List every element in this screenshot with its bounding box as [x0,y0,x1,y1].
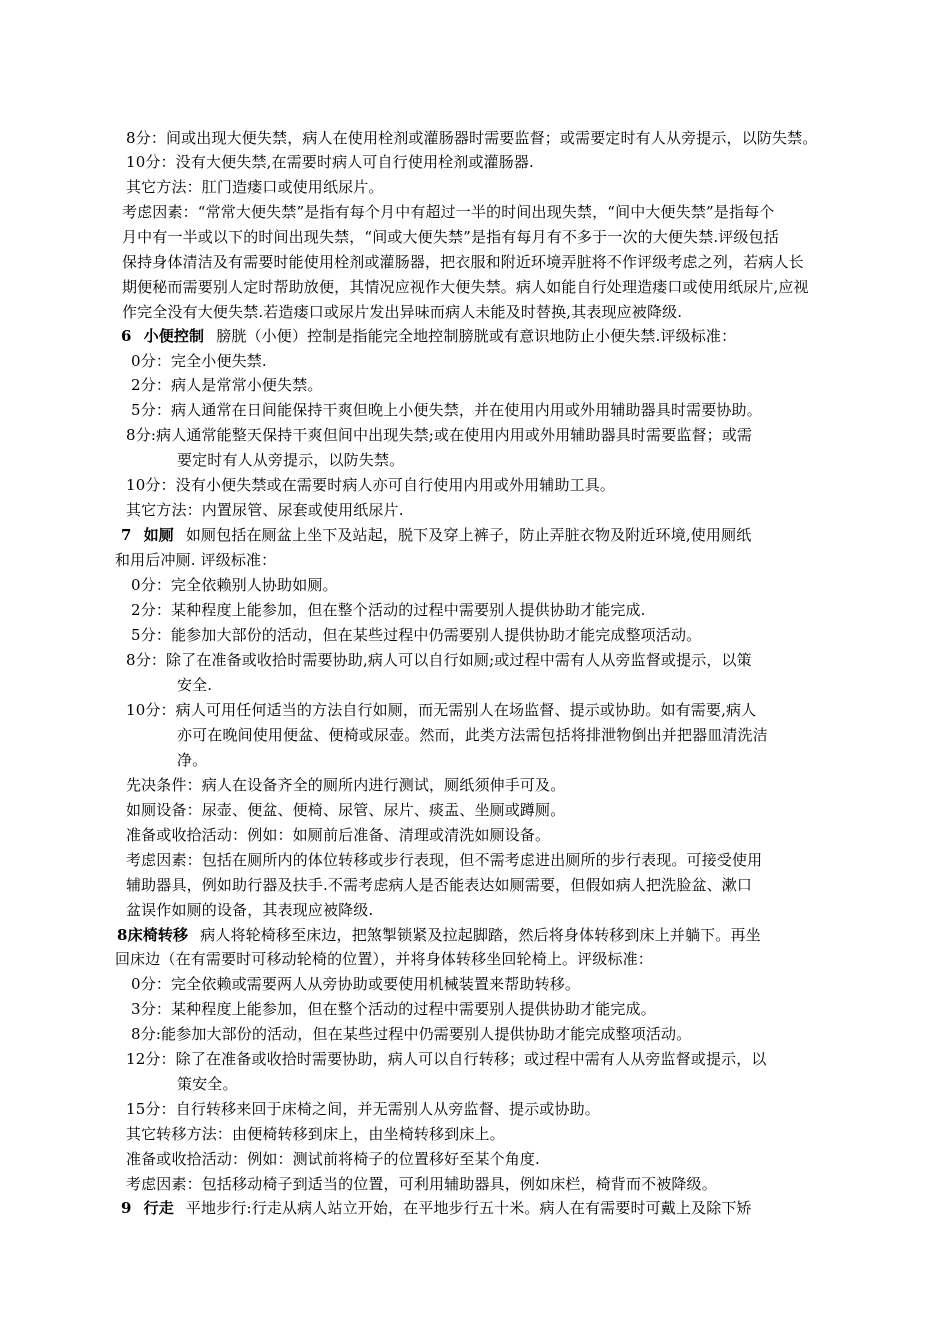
transfer-score-15: 15分：自行转移来回于床椅之间，并无需别人从旁监督、提示或协助。 [126,1100,600,1118]
section-9-heading-line [121,1196,752,1220]
toilet-considerations-line-3: 盆误作如厕的设备，其表现应被降级. [126,901,374,919]
bladder-score-0: 0分：完全小便失禁. [131,352,267,370]
section-8-intro: 病人将轮椅移至床边，把煞掣锁紧及拉起脚踏，然后将身体转移到床上并躺下。再坐 [200,926,761,944]
bowel-considerations-line-3: 保持身体清洁及有需要时能使用栓剂或灌肠器，把衣服和附近环境弄脏将不作评级考虑之列，若病人长 [122,253,804,271]
section-7-intro-line-2: 和用后冲厕. 评级标准： [115,551,277,569]
bowel-score-8: 8分：间或出现大便失禁，病人在使用栓剂或灌肠器时需要监督；或需要定时有人从旁提示，以防失禁。 [126,129,818,147]
section-7-intro: 如厕包括在厕盆上坐下及站起，脱下及穿上裤子，防止弄脏衣物及附近环境,使用厕纸 [185,526,752,544]
transfer-preparation: 准备或收拾活动：例如：测试前将椅子的位置移好至某个角度. [126,1150,540,1168]
toilet-score-8-line-1: 8分：除了在准备或收拾时需要协助,病人可以自行如厕;或过程中需有人从旁监督或提示，以策 [126,651,752,669]
section-8-title: 床椅转移 [127,926,189,944]
bladder-score-8-line-2: 要定时有人从旁提示，以防失禁。 [177,451,405,469]
bowel-score-10: 10分：没有大便失禁,在需要时病人可自行使用栓剂或灌肠器. [126,153,534,171]
toilet-equipment: 如厕设备：尿壶、便盆、便椅、尿管、尿片、痰盂、坐厕或蹲厕。 [126,801,566,819]
toilet-score-10-line-2: 亦可在晚间使用便盆、便椅或尿壶。然而，此类方法需包括将排泄物倒出并把器皿清洗洁 [177,726,768,744]
bladder-score-10: 10分：没有小便失禁或在需要时病人亦可自行使用内用或外用辅助工具。 [126,476,616,494]
toilet-score-10-line-3: 净。 [177,751,208,769]
transfer-score-12-line-2: 策安全。 [177,1075,238,1093]
section-7-heading-line [121,523,751,547]
section-7-number: 7 [121,526,132,544]
section-6-number: 6 [121,327,132,345]
bowel-considerations-line-2: 月中有一半或以下的时间出现失禁，“间或大便失禁”是指有每月有不多于一次的大便失禁.评级包括 [122,228,779,246]
bowel-considerations-line-4: 期便秘而需要别人定时帮助放便，其情况应视作大便失禁。病人如能自行处理造瘘口或使用纸尿片,应视 [122,278,809,296]
section-6-title: 小便控制 [143,327,205,345]
transfer-other-methods: 其它转移方法：由便椅转移到床上，由坐椅转移到床上。 [126,1125,505,1143]
section-8-intro-line-2: 回床边（在有需要时可移动轮椅的位置），并将身体转移坐回轮椅上。评级标准： [115,950,653,968]
section-8-number: 8 [117,926,128,944]
transfer-score-0: 0分：完全依赖或需要两人从旁协助或要使用机械装置来帮助转移。 [131,975,581,993]
toilet-score-0: 0分：完全依赖别人协助如厕。 [131,576,338,594]
bladder-score-2: 2分：病人是常常小便失禁。 [131,376,323,394]
toilet-score-5: 5分：能参加大部份的活动，但在某些过程中仍需要别人提供协助才能完成整项活动。 [131,626,702,644]
bladder-score-8-line-1: 8分:病人通常能整天保持干爽但间中出现失禁;或在使用内用或外用辅助器具时需要监督；或需 [126,426,753,444]
transfer-score-3: 3分：某种程度上能参加，但在整个活动的过程中需要别人提供协助才能完成。 [131,1000,656,1018]
transfer-score-12-line-1: 12分：除了在准备或收拾时需要协助，病人可以自行转移；或过程中需有人从旁监督或提示，以 [126,1050,767,1068]
bladder-score-5: 5分：病人通常在日间能保持干爽但晚上小便失禁，并在使用内用或外用辅助器具时需要协助。 [131,401,762,419]
toilet-preparation: 准备或收拾活动：例如：如厕前后准备、清理或清洗如厕设备。 [126,826,551,844]
bowel-other-methods: 其它方法：肛门造瘘口或使用纸尿片。 [126,178,384,196]
toilet-prerequisite: 先决条件：病人在设备齐全的厕所内进行测试，厕纸须伸手可及。 [126,776,566,794]
toilet-considerations-line-2: 辅助器具，例如助行器及扶手.不需考虑病人是否能表达如厕需要，但假如病人把洗脸盆、漱口 [126,876,753,894]
section-9-intro: 平地步行:行走从病人站立开始，在平地步行五十米。病人在有需要时可戴上及除下矫 [185,1199,752,1217]
toilet-score-8-line-2: 安全. [177,676,213,694]
toilet-considerations-line-1: 考虑因素：包括在厕所内的体位转移或步行表现，但不需考虑进出厕所的步行表现。可接受使用 [126,851,763,869]
toilet-score-10-line-1: 10分：病人可用任何适当的方法自行如厕，而无需别人在场监督、提示或协助。如有需要,病人 [126,701,757,719]
section-7-title: 如厕 [143,526,174,544]
section-6-intro: 膀胱（小便）控制是指能完全地控制膀胱或有意识地防止小便失禁.评级标准： [216,327,737,345]
transfer-considerations: 考虑因素：包括移动椅子到适当的位置，可利用辅助器具，例如床栏，椅背而不被降级。 [126,1175,717,1193]
section-9-number: 9 [121,1199,132,1217]
bowel-considerations-line-5: 作完全没有大便失禁.若造瘘口或尿片发出异味而病人未能及时替换,其表现应被降级. [122,303,683,321]
section-8-heading-line [117,923,761,947]
bowel-considerations-line-1: 考虑因素：“常常大便失禁”是指有每个月中有超过一半的时间出现失禁，“间中大便失禁”是指每个 [122,203,775,221]
bladder-other-methods: 其它方法：内置尿管、尿套或使用纸尿片. [126,501,404,519]
section-6-heading-line [121,324,736,348]
section-9-title: 行走 [143,1199,174,1217]
transfer-score-8: 8分:能参加大部份的活动，但在某些过程中仍需要别人提供协助才能完成整项活动。 [131,1025,692,1043]
toilet-score-2: 2分：某种程度上能参加，但在整个活动的过程中需要别人提供协助才能完成. [131,601,646,619]
